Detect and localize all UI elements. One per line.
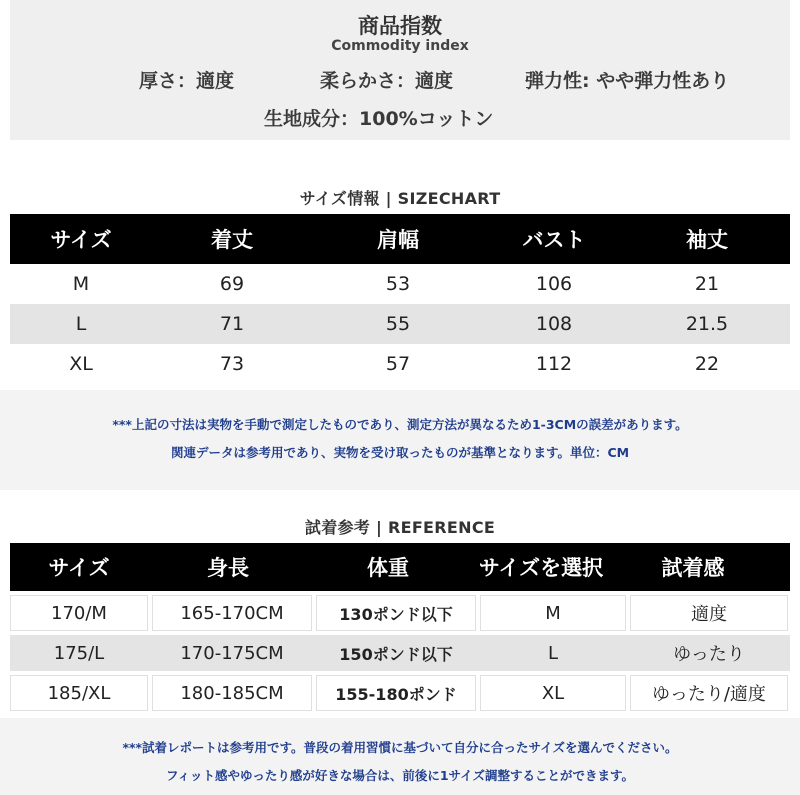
table-row (10, 635, 790, 671)
table-cell: XL (480, 675, 626, 711)
size-chart-table (10, 214, 790, 384)
size-chart-header: サイズ (50, 228, 112, 252)
table-cell: 69 (219, 273, 245, 295)
table-row (10, 344, 790, 384)
table-cell: 適度 (630, 595, 788, 631)
table-cell: 106 (535, 273, 573, 295)
table-row (10, 304, 790, 344)
size-chart-header: 肩幅 (377, 228, 419, 252)
size-chart-note: ***上記の寸法は実物を手動で測定したものであり、測定方法が異なるため1-3CMの誤差があります。 (112, 417, 688, 432)
table-cell: 21 (694, 273, 720, 295)
thickness-label: 厚さ：適度 (139, 70, 235, 92)
table-cell: 170/M (10, 595, 148, 631)
table-cell: M (480, 595, 626, 631)
table-row (10, 595, 790, 631)
table-cell: 73 (219, 353, 245, 375)
size-chart-note-panel (0, 390, 800, 490)
table-cell: 55 (385, 313, 411, 335)
size-chart-header: 袖丈 (686, 228, 728, 252)
table-cell: 21.5 (685, 313, 729, 335)
table-cell: 170-175CM (152, 635, 312, 671)
elasticity-label: 弾力性: やや弾力性あり (525, 70, 730, 92)
table-cell: 57 (385, 353, 411, 375)
table-cell: XL (69, 353, 93, 375)
table-cell: 175/L (10, 635, 148, 671)
material-label: 生地成分：100%コットン (264, 108, 494, 130)
table-cell: 155-180ポンド (316, 675, 476, 711)
size-chart-note: 関連データは参考用であり、実物を受け取ったものが基準となります。単位：CM (170, 445, 630, 460)
commodity-index-subtitle: Commodity index (331, 38, 469, 54)
table-cell: 22 (694, 353, 720, 375)
table-cell: ゆったり (630, 635, 788, 671)
reference-header: サイズを選択 (478, 556, 604, 580)
table-row (10, 675, 790, 711)
softness-label: 柔らかさ：適度 (320, 70, 454, 92)
table-cell: 185/XL (10, 675, 148, 711)
table-cell: ゆったり/適度 (630, 675, 788, 711)
table-cell: 180-185CM (152, 675, 312, 711)
table-cell: 108 (535, 313, 573, 335)
table-cell: 112 (535, 353, 573, 375)
reference-header: 体重 (367, 556, 409, 580)
reference-header-row (10, 543, 790, 591)
table-cell: 165-170CM (152, 595, 312, 631)
reference-table (10, 543, 790, 711)
table-cell: M (72, 273, 90, 295)
reference-note: フィット感やゆったり感が好きな場合は、前後に1サイズ調整することができます。 (165, 768, 635, 783)
table-cell: L (480, 635, 626, 671)
size-chart-header: バスト (522, 228, 586, 252)
size-chart-heading: サイズ情報 | SIZECHART (299, 189, 501, 208)
reference-header: 身長 (207, 556, 249, 580)
table-cell: 53 (385, 273, 411, 295)
reference-header: サイズ (48, 556, 110, 580)
table-cell: 130ポンド以下 (316, 595, 476, 631)
size-chart-header: 着丈 (211, 228, 253, 252)
commodity-index-panel (10, 0, 790, 140)
table-row (10, 264, 790, 304)
reference-header: 試着感 (661, 556, 725, 580)
size-chart-header-row (10, 214, 790, 264)
reference-heading: 試着参考 | REFERENCE (304, 518, 496, 537)
reference-note: ***試着レポートは参考用です。普段の着用習慣に基づいて自分に合ったサイズを選んでください。 (122, 740, 678, 755)
commodity-index-title: 商品指数 (358, 14, 442, 38)
reference-note-panel (0, 718, 800, 795)
table-cell: 71 (219, 313, 245, 335)
table-cell: 150ポンド以下 (316, 635, 476, 671)
table-cell: L (75, 313, 87, 335)
